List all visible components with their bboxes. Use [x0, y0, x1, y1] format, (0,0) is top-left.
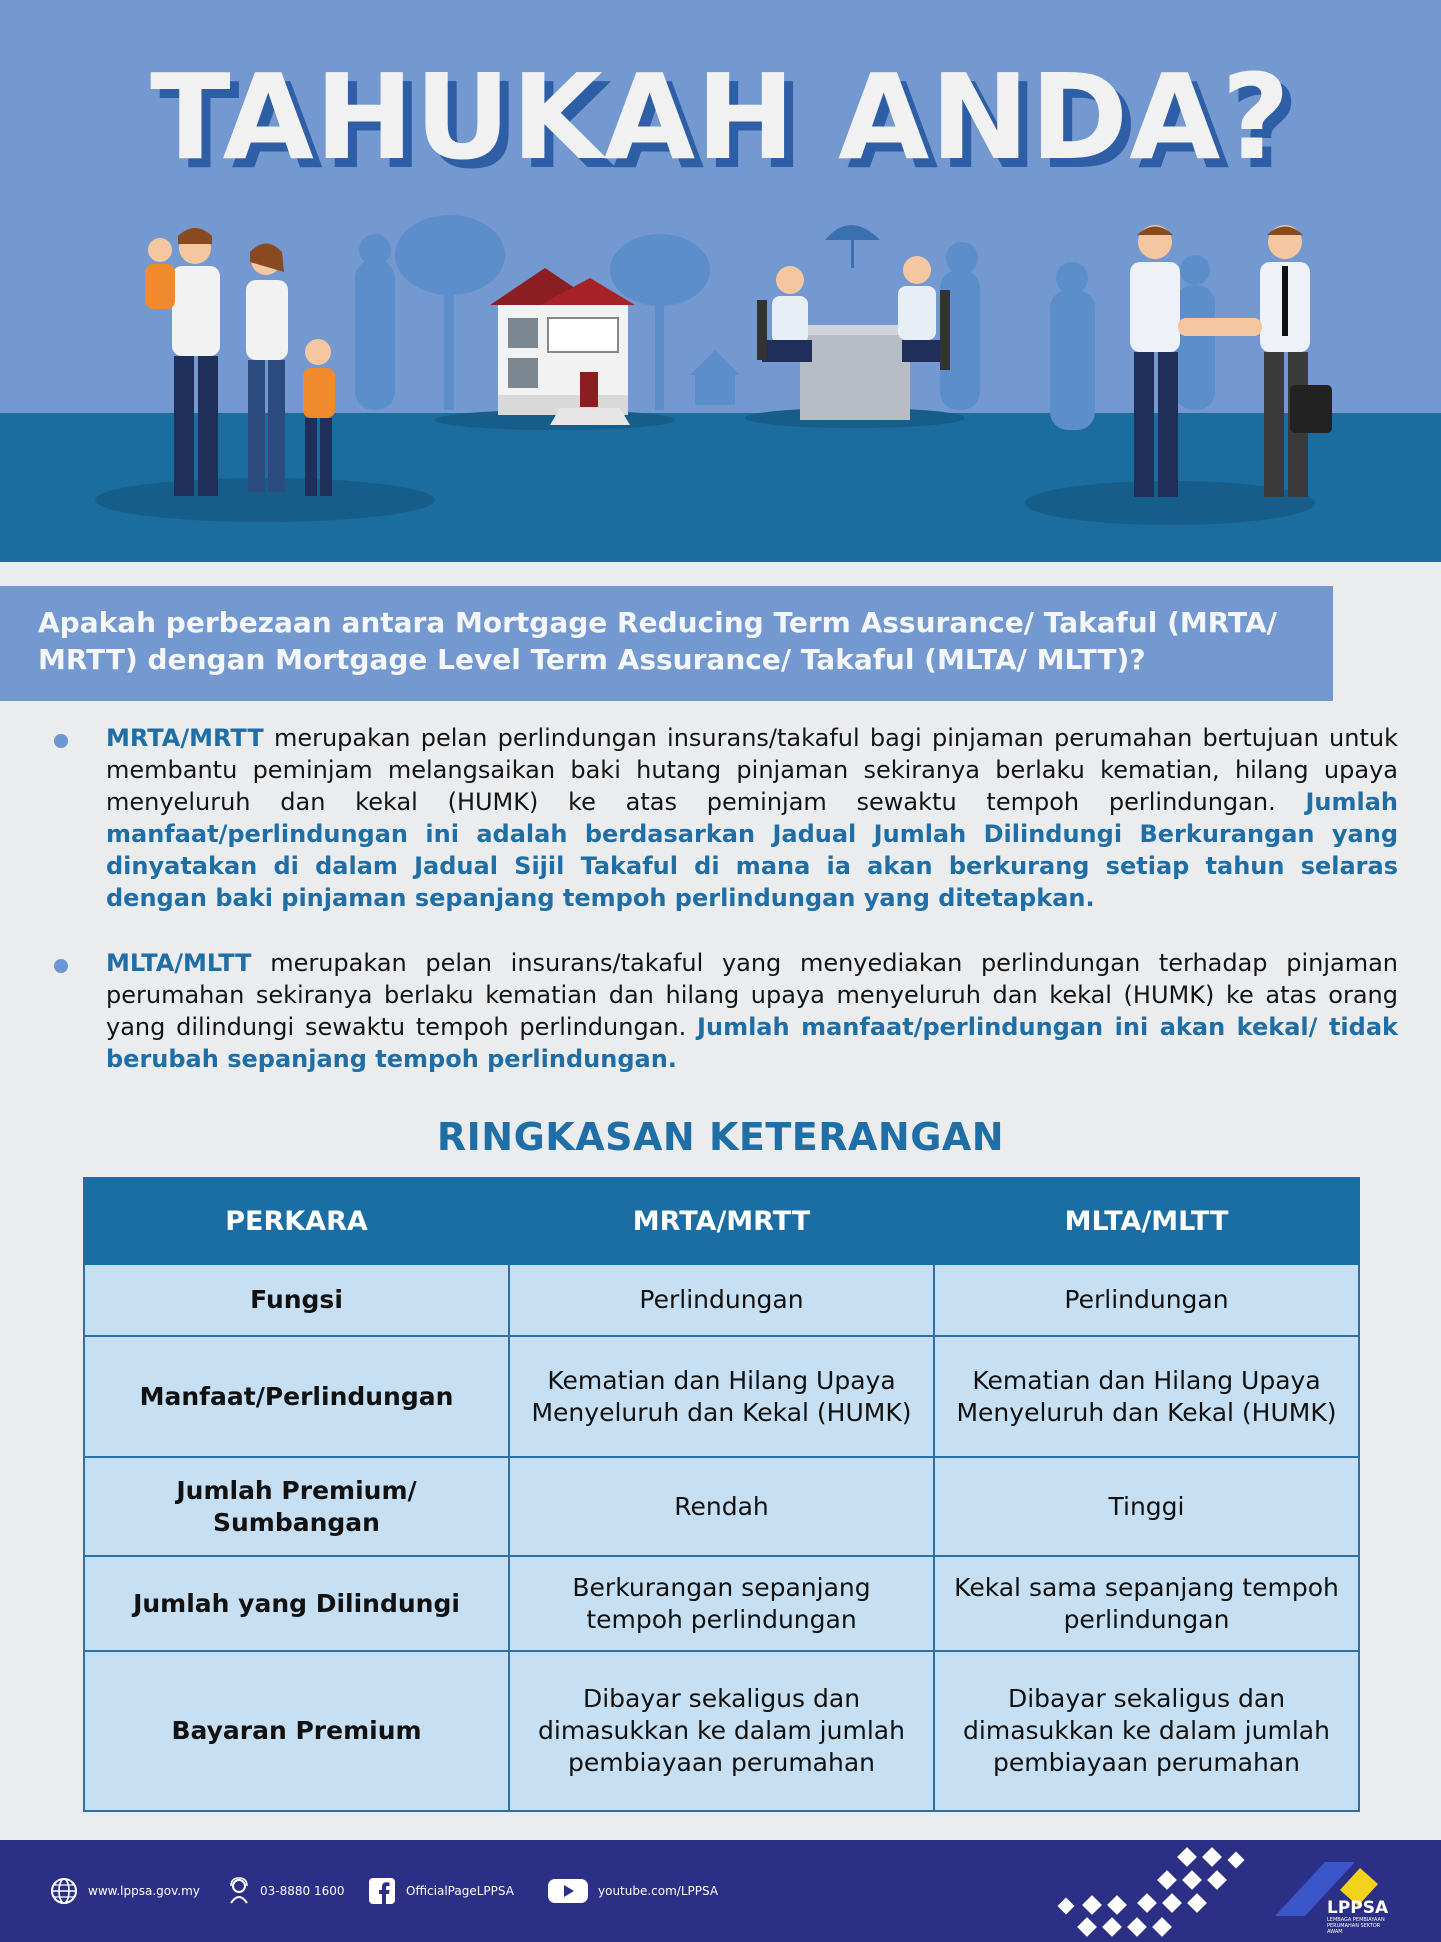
website-text: www.lppsa.gov.my: [88, 1884, 200, 1898]
phone-support-icon: [228, 1877, 250, 1905]
bullet-term: MLTA/MLTT: [106, 949, 252, 977]
bullet-highlight: Jumlah manfaat/perlindungan ini adalah berdasarkan Jadual Jumlah Dilindungi Berkurangan yang dinyatakan di dalam Jadual Sijil Takaful di mana ia akan berkurang setiap tahun selaras dengan baki pinjaman sepanjang tempoh perlindungan yang ditetapkan.: [106, 788, 1398, 912]
youtube-icon: [548, 1877, 588, 1905]
cell-mrta: Rendah: [509, 1457, 934, 1556]
footer: [0, 1840, 1441, 1942]
cell-mrta: Kematian dan Hilang Upaya Menyeluruh dan Kekal (HUMK): [509, 1336, 934, 1457]
table-row: [84, 1264, 1359, 1336]
table-row: [84, 1336, 1359, 1457]
footer-youtube[interactable]: [548, 1875, 718, 1907]
header-mrta: MRTA/MRTT: [509, 1178, 934, 1264]
bullet-highlight: Jumlah manfaat/perlindungan ini akan kekal/ tidak berubah sepanjang tempoh perlindungan.: [106, 1013, 1398, 1073]
header-mlta: MLTA/MLTT: [934, 1178, 1359, 1264]
cell-mrta: Perlindungan: [509, 1264, 934, 1336]
youtube-text: youtube.com/LPPSA: [598, 1884, 719, 1898]
table-row: [84, 1556, 1359, 1651]
hero-illustration: [0, 0, 1441, 562]
cell-mlta: Perlindungan: [934, 1264, 1359, 1336]
bullet-text: merupakan pelan insurans/takaful yang menyediakan perlindungan terhadap pinjaman perumahan sekiranya berlaku kematian dan hilang upaya menyeluruh dan kekal (HUMK) ke atas orang yang dilindungi sewaktu tempoh perlindungan.: [106, 949, 1398, 1041]
row-label: Manfaat/Perlindungan: [84, 1336, 509, 1457]
table-header-row: [84, 1178, 1359, 1264]
question-text: Apakah perbezaan antara Mortgage Reducing Term Assurance/ Takaful (MRTA/ MRTT) dengan Mortgage Level Term Assurance/ Takaful (MLTA/ MLTT)?: [38, 606, 1277, 676]
footer-pattern: [0, 1840, 1441, 1942]
row-label: Fungsi: [84, 1264, 509, 1336]
row-label: Jumlah yang Dilindungi: [84, 1556, 509, 1651]
header-perkara: PERKARA: [84, 1178, 509, 1264]
bullet-dot-icon: [54, 734, 68, 748]
bullet-mrta: [106, 722, 1398, 914]
phone-text: 03-8880 1600: [260, 1884, 345, 1898]
cell-mlta: Kematian dan Hilang Upaya Menyeluruh dan Kekal (HUMK): [934, 1336, 1359, 1457]
cell-mlta: Kekal sama sepanjang tempoh perlindungan: [934, 1556, 1359, 1651]
summary-table: [83, 1177, 1360, 1812]
bullet-dot-icon: [54, 959, 68, 973]
logo-text: LPPSA: [1327, 1898, 1389, 1918]
footer-facebook[interactable]: [368, 1875, 514, 1907]
question-banner: [0, 586, 1333, 701]
logo-subtitle: LEMBAGA PEMBIAYAAN PERUMAHAN SEKTOR AWAM: [1327, 1917, 1385, 1935]
hero-title: TAHUKAH ANDA?: [150, 48, 1291, 186]
table-row: [84, 1457, 1359, 1556]
cell-mlta: Tinggi: [934, 1457, 1359, 1556]
facebook-icon: [368, 1877, 396, 1905]
row-label: Jumlah Premium/ Sumbangan: [84, 1457, 509, 1556]
hero-banner: [0, 0, 1441, 562]
bullet-mlta: [106, 947, 1398, 1075]
bullet-text: merupakan pelan perlindungan insurans/takaful bagi pinjaman perumahan bertujuan untuk membantu peminjam melangsaikan baki hutang pinjaman sekiranya berlaku kematian, hilang upaya menyeluruh dan kekal (HUMK) ke atas peminjam sewaktu tempoh perlindungan.: [106, 724, 1398, 816]
footer-website[interactable]: [50, 1875, 200, 1907]
facebook-text: OfficialPageLPPSA: [406, 1884, 514, 1898]
table-row: [84, 1651, 1359, 1811]
cell-mrta: Dibayar sekaligus dan dimasukkan ke dalam jumlah pembiayaan perumahan: [509, 1651, 934, 1811]
summary-title: RINGKASAN KETERANGAN: [436, 1115, 1005, 1159]
cell-mrta: Berkurangan sepanjang tempoh perlindungan: [509, 1556, 934, 1651]
row-label: Bayaran Premium: [84, 1651, 509, 1811]
cell-mlta: Dibayar sekaligus dan dimasukkan ke dalam jumlah pembiayaan perumahan: [934, 1651, 1359, 1811]
bullet-term: MRTA/MRTT: [106, 724, 264, 752]
globe-icon: [50, 1877, 78, 1905]
footer-phone[interactable]: [228, 1875, 345, 1907]
